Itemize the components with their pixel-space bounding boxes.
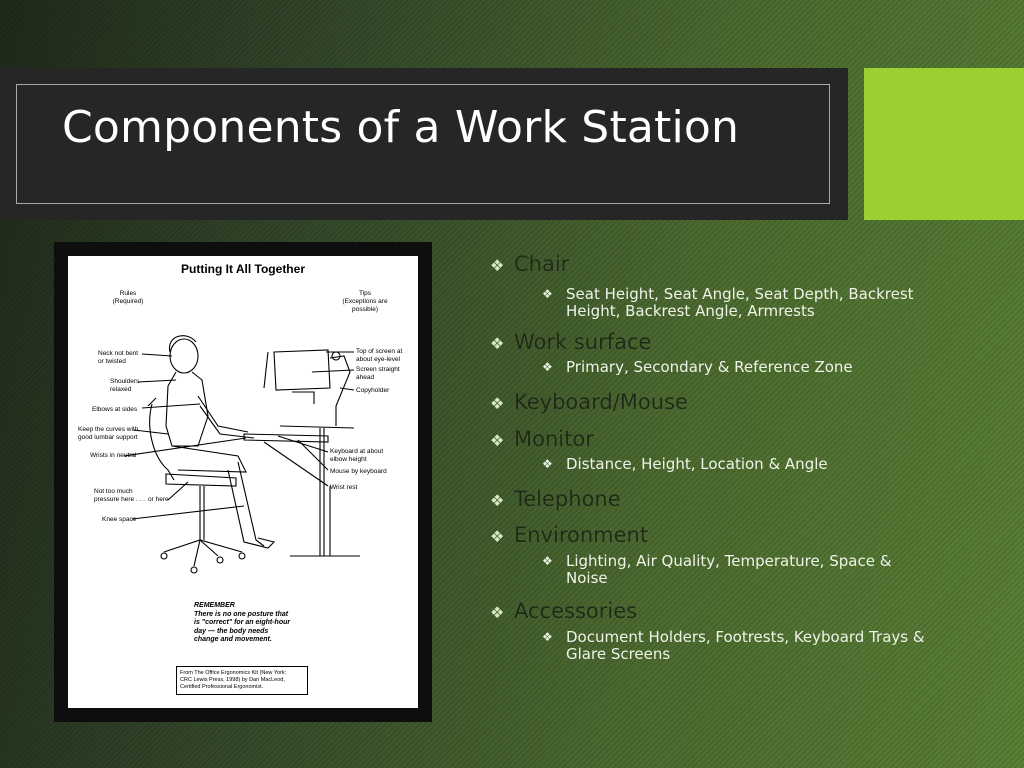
- ergonomics-figure: [68, 256, 418, 708]
- remember-line: is "correct" for an eight-hour: [194, 619, 291, 626]
- copyholder-arm: [330, 356, 350, 426]
- tips-header-line: possible): [351, 306, 378, 313]
- figure-frame: [54, 242, 432, 722]
- bullet-accessories: [490, 599, 990, 623]
- remember-line: change and movement.: [194, 636, 272, 643]
- label-line: Knee space: [102, 516, 137, 523]
- bullet-label: Environment: [514, 523, 649, 547]
- sub-bullet-accessories: [542, 629, 990, 663]
- diamond-bullet-icon: ❖: [490, 527, 505, 546]
- hair: [169, 336, 196, 352]
- bullet-work-surface: [490, 330, 990, 354]
- label-line: Screen straight: [356, 366, 400, 373]
- bullet-environment: [490, 523, 990, 547]
- label-line: Keyboard at about: [330, 448, 384, 455]
- label-line: Top of screen at: [356, 348, 403, 355]
- diamond-bullet-icon: ❖: [490, 603, 505, 622]
- bullet-label: Telephone: [514, 487, 621, 511]
- label-line: Elbows at sides: [92, 406, 138, 413]
- diamond-bullet-icon: ❖: [490, 256, 505, 275]
- sub-bullet-text: Seat Height, Seat Angle, Seat Depth, Backrest Height, Backrest Angle, Armrests: [566, 285, 914, 320]
- label-line: pressure here . . .: [94, 496, 145, 503]
- sub-bullet-text: Distance, Height, Location & Angle: [566, 455, 828, 473]
- label-line: elbow height: [330, 456, 367, 463]
- sub-bullet-text: Document Holders, Footrests, Keyboard Trays & Glare Screens: [566, 628, 925, 663]
- diamond-bullet-icon: ❖: [542, 360, 553, 374]
- label-line: Copyholder: [356, 387, 390, 394]
- label-line: relaxed: [110, 386, 132, 393]
- sub-bullet-monitor: [542, 456, 990, 473]
- remember-line: REMEMBER: [194, 602, 235, 609]
- head-outline: [170, 339, 198, 373]
- label-line: or twisted: [98, 358, 126, 365]
- slide-title: Components of a Work Station: [62, 102, 740, 153]
- diamond-bullet-icon: ❖: [490, 394, 505, 413]
- diamond-bullet-icon: ❖: [542, 287, 553, 301]
- label-line: ahead: [356, 374, 375, 381]
- bullet-list: [490, 252, 990, 663]
- bullet-label: Monitor: [514, 427, 594, 451]
- source-line: Certified Professional Ergonomist.: [180, 684, 264, 690]
- desk-top: [280, 426, 354, 428]
- bullet-monitor: [490, 427, 990, 451]
- label-line: Neck not bent: [98, 350, 139, 357]
- bullet-label: Accessories: [514, 599, 638, 623]
- bullet-chair: [490, 252, 990, 276]
- accent-block: [864, 68, 1024, 220]
- label-line: good lumbar support: [78, 434, 138, 441]
- diamond-bullet-icon: ❖: [490, 491, 505, 510]
- figure-title: Putting It All Together: [181, 262, 305, 276]
- chair-seat: [166, 474, 236, 486]
- label-line: Not too much: [94, 488, 133, 495]
- bullet-label: Chair: [514, 252, 570, 276]
- source-line: CRC Lewis Press, 1998) by Dan MacLeod,: [180, 677, 285, 683]
- label-line: Wrist rest: [330, 484, 358, 491]
- diamond-bullet-icon: ❖: [542, 554, 553, 568]
- remember-line: day — the body needs: [194, 627, 269, 635]
- bullet-label: Keyboard/Mouse: [514, 390, 688, 414]
- remember-line: There is no one posture that: [194, 610, 289, 618]
- chair-base: [164, 540, 242, 552]
- bullet-telephone: [490, 487, 990, 511]
- rules-header-line: Rules: [119, 290, 137, 297]
- label-line: Shoulders: [110, 378, 140, 385]
- label-line: Wrists in neutral: [90, 452, 137, 459]
- bullet-keyboard-mouse: [490, 390, 990, 414]
- tips-header-line: Tips: [358, 290, 372, 297]
- label-or-here: or here: [148, 496, 169, 503]
- sub-bullet-chair: [542, 286, 990, 320]
- diamond-bullet-icon: ❖: [542, 630, 553, 644]
- tips-header-line: (Exceptions are: [342, 298, 388, 305]
- diamond-bullet-icon: ❖: [542, 457, 553, 471]
- label-line: Keep the curves with: [78, 426, 139, 433]
- label-line: about eye-level: [356, 356, 401, 363]
- diamond-bullet-icon: ❖: [490, 334, 505, 353]
- figure-source: [176, 666, 308, 695]
- thigh: [172, 446, 246, 472]
- sub-bullet-text: Primary, Secondary & Reference Zone: [566, 358, 853, 376]
- sub-bullet-text: Lighting, Air Quality, Temperature, Space & Noise: [566, 552, 892, 587]
- remember-note: [194, 602, 290, 645]
- label-line: Mouse by keyboard: [330, 468, 387, 475]
- source-line: From The Office Ergonomics Kit (New York:: [180, 670, 287, 676]
- title-band: [0, 68, 848, 220]
- sub-bullet-environment: [542, 553, 990, 587]
- bullet-label: Work surface: [514, 330, 652, 354]
- diamond-bullet-icon: ❖: [490, 431, 505, 450]
- monitor-outline: [274, 350, 330, 390]
- sub-bullet-work-surface: [542, 359, 990, 376]
- rules-header-line: (Required): [112, 298, 144, 305]
